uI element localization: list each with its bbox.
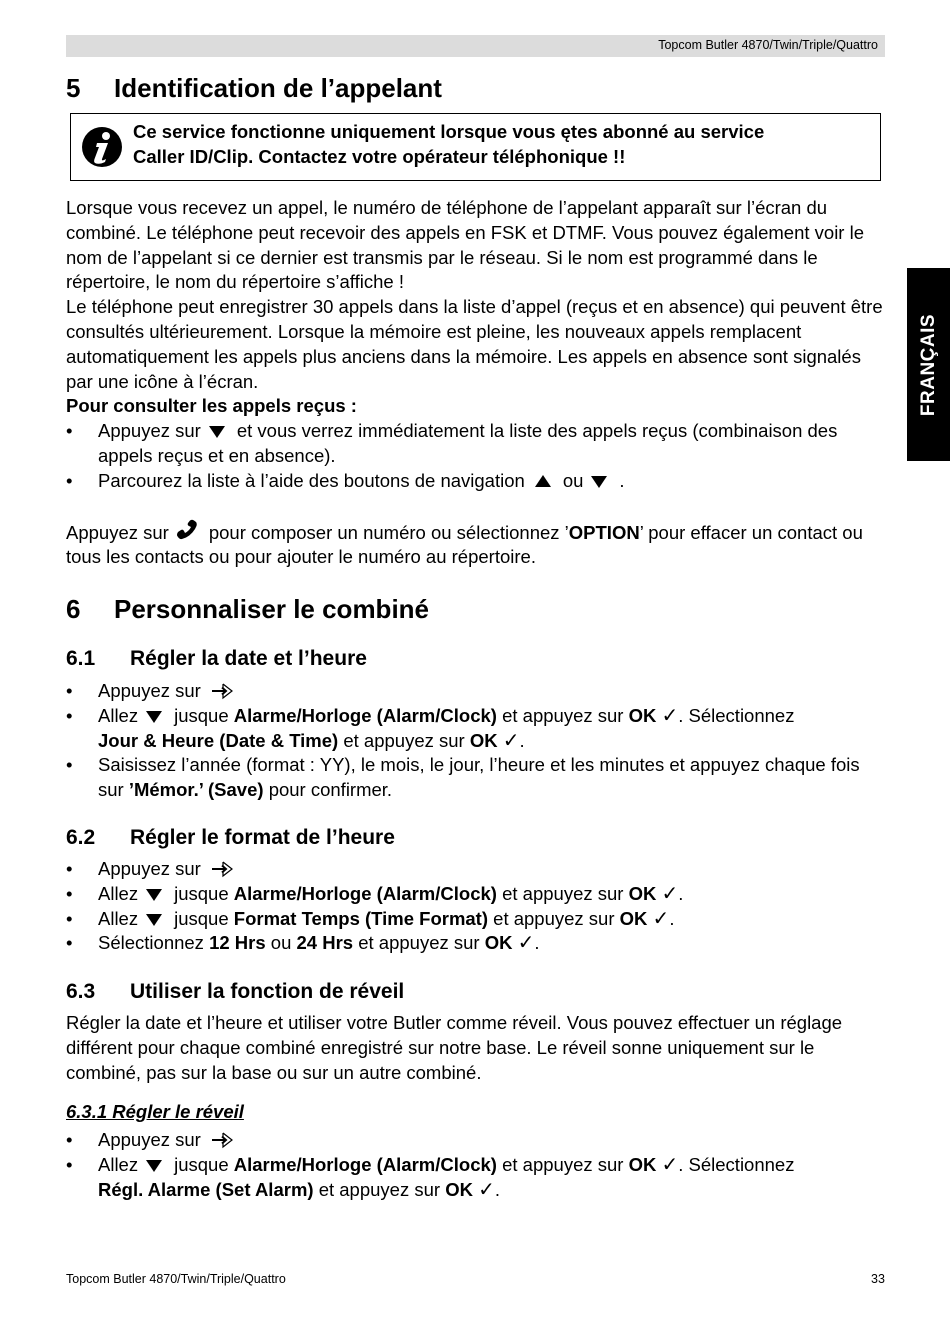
- header-title: Topcom Butler 4870/Twin/Triple/Quattro: [658, 38, 878, 52]
- save-label: ’Mémor.’ (Save): [128, 779, 264, 801]
- nav-down-icon: [146, 889, 162, 901]
- language-tab-label: FRANÇAIS: [917, 313, 939, 416]
- text: .: [494, 1178, 500, 1200]
- language-tab: [907, 268, 950, 461]
- menu-label: Alarme/Horloge (Alarm/Clock): [233, 1153, 497, 1175]
- info-box: [70, 113, 881, 181]
- paragraph: [66, 519, 886, 571]
- text: Allez: [98, 1153, 139, 1175]
- text: pour composer un numéro ou sélectionnez ’: [208, 521, 569, 543]
- check-icon: ✓: [478, 1178, 495, 1201]
- section-6-1-list: [66, 679, 886, 803]
- check-icon: ✓: [661, 704, 679, 727]
- check-icon: ✓: [652, 907, 670, 930]
- info-icon: [81, 126, 123, 168]
- text: ’ pour effacer un contact ou tous les contacts ou pour ajouter le numéro au répertoire.: [66, 521, 863, 568]
- section-5-body: [66, 196, 886, 570]
- text: jusque: [174, 704, 229, 726]
- check-icon: ✓: [517, 932, 535, 955]
- ok-label: OK: [445, 1178, 473, 1200]
- text: Sélectionnez: [98, 932, 204, 954]
- nav-down-icon: [209, 426, 225, 438]
- check-icon: ✓: [502, 729, 520, 752]
- ok-label: OK: [484, 932, 513, 954]
- section-6-2-title: Régler le format de l’heure: [130, 826, 395, 849]
- ok-label: OK: [628, 882, 657, 904]
- paragraph: Le téléphone peut enregistrer 30 appels dans la liste d’appel (reçus et en absence) qui peuvent être consultés ultérieurement. Lorsque la mémoire est pleine, les nouveaux appels remplacent automatiquement les appels plus anciens dans la mémoire. Les appels en absence sont signalés par une icône à l’écran.: [66, 296, 883, 392]
- ok-label: OK: [469, 729, 498, 751]
- nav-down-icon: [146, 914, 162, 926]
- text: .: [678, 882, 684, 904]
- menu-label: Jour & Heure (Date & Time): [98, 729, 339, 751]
- text: et vous verrez immédiatement la liste des appels reçus (combinaison des appels reçus et en absence).: [98, 420, 838, 466]
- menu-arrow-icon: [209, 859, 235, 879]
- section-6-3-number: 6.3: [66, 980, 96, 1003]
- menu-label: Format Temps (Time Format): [233, 907, 489, 929]
- menu-label: Alarme/Horloge (Alarm/Clock): [233, 704, 497, 726]
- menu-label: Régl. Alarme (Set Alarm): [98, 1178, 314, 1200]
- text: et appuyez sur: [343, 729, 465, 751]
- section-6-heading: [66, 594, 429, 625]
- text: pour confirmer.: [268, 779, 393, 801]
- info-line-2: Caller ID/Clip. Contactez votre opérateur téléphonique !!: [133, 146, 626, 167]
- text: et appuyez sur: [502, 704, 624, 726]
- list-item: [66, 704, 886, 754]
- text: .: [619, 469, 625, 491]
- section-6-3-title: Utiliser la fonction de réveil: [130, 980, 405, 1003]
- consult-heading: Pour consulter les appels reçus :: [66, 395, 357, 417]
- check-icon: ✓: [661, 1153, 679, 1176]
- text: et appuyez sur: [502, 1153, 624, 1175]
- section-6-3-heading: [66, 980, 404, 1004]
- text: Appuyez sur: [66, 521, 169, 543]
- list-item: [66, 419, 886, 469]
- option-label: 12 Hrs: [209, 932, 266, 954]
- section-6-2-list: [66, 857, 886, 956]
- section-6-1-heading: [66, 647, 367, 671]
- list-item: [66, 857, 886, 882]
- text: et appuyez sur: [318, 1178, 441, 1200]
- paragraph: Lorsque vous recevez un appel, le numéro de téléphone de l’appelant apparaît sur l’écran du combiné. Le téléphone peut recevoir des appels en FSK et DTMF. Vous pouvez également voir le nom de l’appelant si ce dernier est transmis par le réseau. Si le nom est programmé dans le répertoire, le nom du répertoire s’affiche !: [66, 197, 865, 293]
- section-6-1-number: 6.1: [66, 647, 96, 670]
- section-6-title: Personnaliser le combiné: [114, 594, 430, 624]
- text: Allez: [98, 907, 139, 929]
- section-6-3-1-heading: 6.3.1 Régler le réveil: [66, 1101, 244, 1122]
- text: Allez: [98, 882, 139, 904]
- consult-list: [66, 419, 886, 493]
- nav-down-icon: [146, 711, 162, 723]
- nav-up-icon: [535, 475, 551, 487]
- info-line-1: Ce service fonctionne uniquement lorsque vous ętes abonné au service: [133, 121, 765, 142]
- section-6-3-1-list: [66, 1128, 886, 1202]
- text: ou: [270, 932, 292, 954]
- text: Saisissez l’année (format : YY), le mois, le jour, l’heure et les minutes et appuyez chaque fois sur: [98, 754, 860, 801]
- section-6-2-number: 6.2: [66, 826, 96, 849]
- ok-label: OK: [628, 1153, 657, 1175]
- section-6-3-body: [66, 1011, 886, 1085]
- text: Parcourez la liste à l’aide des boutons de navigation: [98, 469, 525, 491]
- text: Appuyez sur: [98, 1129, 201, 1150]
- text: jusque: [174, 882, 229, 904]
- footer-title: Topcom Butler 4870/Twin/Triple/Quattro: [66, 1272, 286, 1286]
- menu-arrow-icon: [209, 681, 235, 701]
- menu-label: Alarme/Horloge (Alarm/Clock): [233, 882, 497, 904]
- section-6-2-heading: [66, 826, 395, 850]
- text: . Sélectionnez: [678, 1153, 795, 1175]
- option-label: OPTION: [568, 521, 640, 543]
- list-item: [66, 882, 886, 907]
- text: Allez: [98, 704, 139, 726]
- nav-down-icon: [146, 1160, 162, 1172]
- text: jusque: [174, 907, 229, 929]
- text: . Sélectionnez: [678, 704, 795, 726]
- section-5-title: Identification de l’appelant: [114, 73, 442, 103]
- section-5-heading: [66, 73, 442, 104]
- list-item: [66, 1128, 886, 1153]
- text: .: [519, 729, 525, 751]
- paragraph: Régler la date et l’heure et utiliser votre Butler comme réveil. Vous pouvez effectuer un réglage différent pour chaque combiné enregistré sur notre base. Le réveil sonne uniquement sur le combiné, pas sur la base ou sur un autre combiné.: [66, 1012, 843, 1083]
- text: et appuyez sur: [493, 907, 615, 929]
- phone-icon: [175, 519, 201, 541]
- page-number: 33: [871, 1272, 885, 1286]
- text: ou: [562, 469, 584, 491]
- check-icon: ✓: [661, 882, 679, 905]
- section-6-number: 6: [66, 594, 81, 624]
- text: .: [669, 907, 675, 929]
- text: Appuyez sur: [98, 858, 201, 879]
- text: jusque: [174, 1153, 229, 1175]
- ok-label: OK: [628, 704, 657, 726]
- section-5-number: 5: [66, 73, 81, 103]
- info-text: [133, 119, 764, 169]
- text: Appuyez sur: [98, 420, 201, 442]
- ok-label: OK: [619, 907, 648, 929]
- section-6-1-title: Régler la date et l’heure: [130, 647, 367, 670]
- list-item: [66, 931, 886, 956]
- list-item: [66, 679, 886, 704]
- text: et appuyez sur: [358, 932, 480, 954]
- list-item: [66, 907, 886, 932]
- option-label: 24 Hrs: [296, 932, 354, 954]
- list-item: [66, 1153, 886, 1203]
- menu-arrow-icon: [209, 1130, 235, 1150]
- text: et appuyez sur: [502, 882, 624, 904]
- list-item: [66, 469, 886, 494]
- nav-down-icon: [591, 476, 607, 488]
- text: .: [534, 932, 540, 954]
- text: Appuyez sur: [98, 680, 201, 701]
- list-item: [66, 753, 886, 803]
